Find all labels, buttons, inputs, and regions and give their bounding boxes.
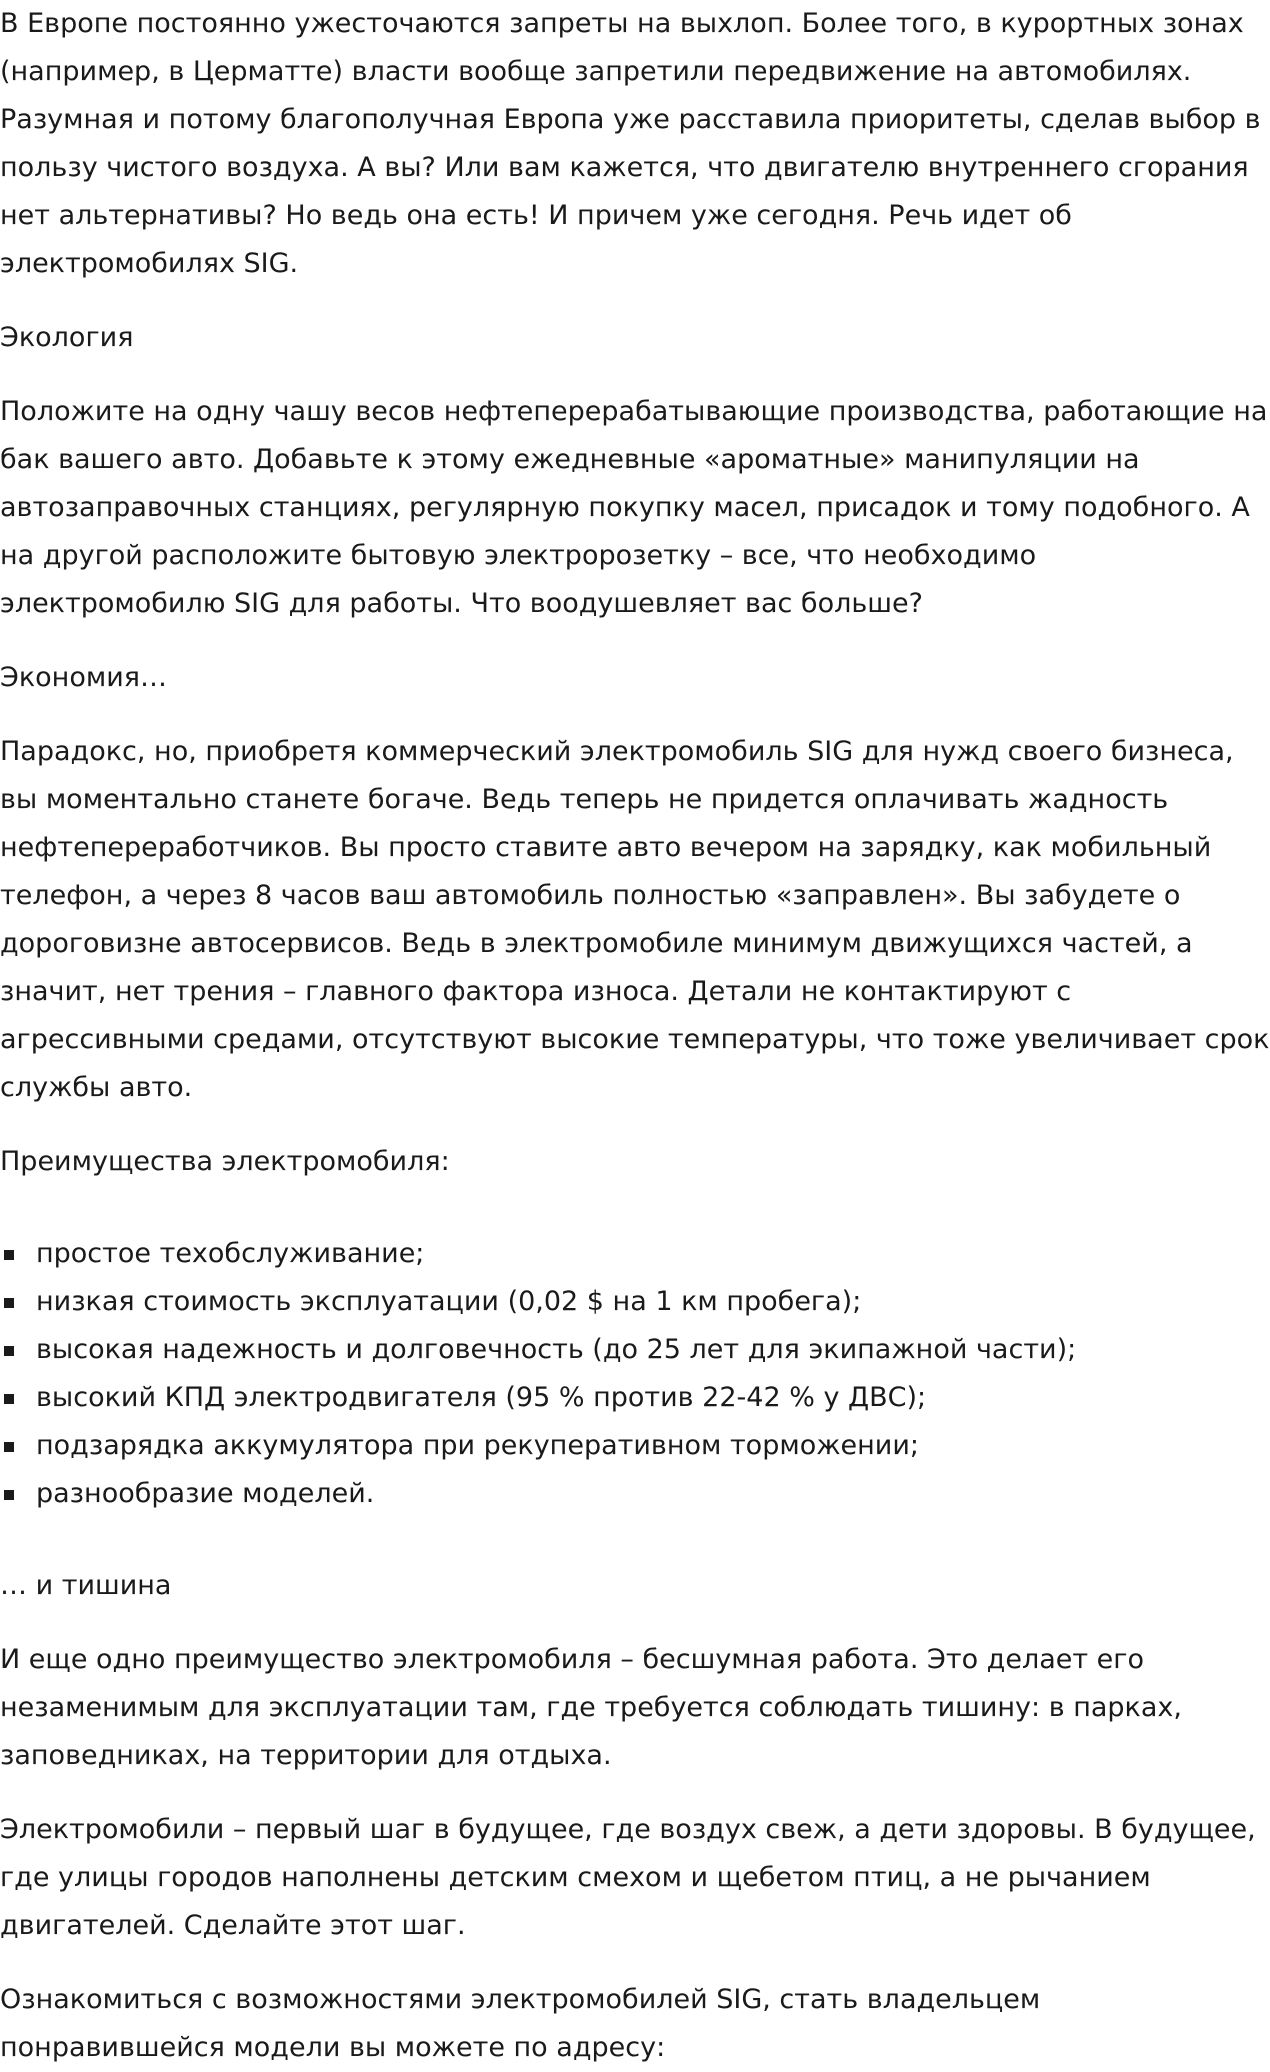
bullet-square-icon (4, 1346, 14, 1356)
economy-heading: Экономия… (0, 662, 168, 693)
list-item (0, 1422, 1270, 1470)
bullet-square-icon (4, 1298, 14, 1308)
list-item (0, 1374, 1270, 1422)
list-item-text: простое техобслуживание; (36, 1238, 425, 1269)
ecology-paragraph: Положите на одну чашу весов нефтеперерабатывающие производства, работающие на бак вашего авто. Добавьте к этому ежедневные «ароматные» манипуляции на автозаправочных станциях, регулярную покупку масел, присадок и тому подобного. А на другой расположите бытовую электророзетку – все, что необходимо электромобилю SIG для работы. Что воодушевляет вас больше? (0, 396, 1268, 619)
advantages-list (0, 1230, 1270, 1518)
list-item-text: высокий КПД электродвигателя (95 % против 22-42 % у ДВС); (36, 1382, 927, 1413)
economy-paragraph: Парадокс, но, приобретя коммерческий электромобиль SIG для нужд своего бизнеса, вы моментально станете богаче. Ведь теперь не придется оплачивать жадность нефтепереработчиков. Вы просто ставите авто вечером на зарядку, как мобильный телефон, а через 8 часов ваш автомобиль полностью «заправлен». Вы забудете о дороговизне автосервисов. Ведь в электромобиле минимум движущихся частей, а значит, нет трения – главного фактора износа. Детали не контактируют с агрессивными средами, отсутствуют высокие температуры, что тоже увеличивает срок службы авто. (0, 736, 1270, 1103)
silence-heading: … и тишина (0, 1570, 172, 1601)
future-paragraph: Электромобили – первый шаг в будущее, где воздух свеж, а дети здоровы. В будущее, где улицы городов наполнены детским смехом и щебетом птиц, а не рычанием двигателей. Сделайте этот шаг. (0, 1814, 1256, 1941)
list-item (0, 1278, 1270, 1326)
bullet-square-icon (4, 1394, 14, 1404)
list-item-text: низкая стоимость эксплуатации (0,02 $ на 1 км пробега); (36, 1286, 862, 1317)
list-item-text: высокая надежность и долговечность (до 25 лет для экипажной части); (36, 1334, 1077, 1365)
ecology-heading: Экология (0, 322, 134, 353)
bullet-square-icon (4, 1250, 14, 1260)
bullet-square-icon (4, 1442, 14, 1452)
list-item (0, 1326, 1270, 1374)
bullet-square-icon (4, 1490, 14, 1500)
advantages-heading: Преимущества электромобиля: (0, 1146, 450, 1177)
list-item (0, 1470, 1270, 1518)
silence-paragraph: И еще одно преимущество электромобиля – бесшумная работа. Это делает его незаменимым для эксплуатации там, где требуется соблюдать тишину: в парках, заповедниках, на территории для отдыха. (0, 1644, 1182, 1771)
list-item-text: разнообразие моделей. (36, 1478, 375, 1509)
list-item-text: подзарядка аккумулятора при рекуперативном торможении; (36, 1430, 919, 1461)
contact-paragraph: Ознакомиться с возможностями электромобилей SIG, стать владельцем понравившейся модели вы можете по адресу: (0, 1984, 1041, 2063)
intro-paragraph: В Европе постоянно ужесточаются запреты на выхлоп. Более того, в курортных зонах (например, в Церматте) власти вообще запретили передвижение на автомобилях. Разумная и потому благополучная Европа уже расставила приоритеты, сделав выбор в пользу чистого воздуха. А вы? Или вам кажется, что двигателю внутреннего сгорания нет альтернативы? Но ведь она есть! И причем уже сегодня. Речь идет об электромобилях SIG. (0, 8, 1261, 279)
list-item (0, 1230, 1270, 1278)
